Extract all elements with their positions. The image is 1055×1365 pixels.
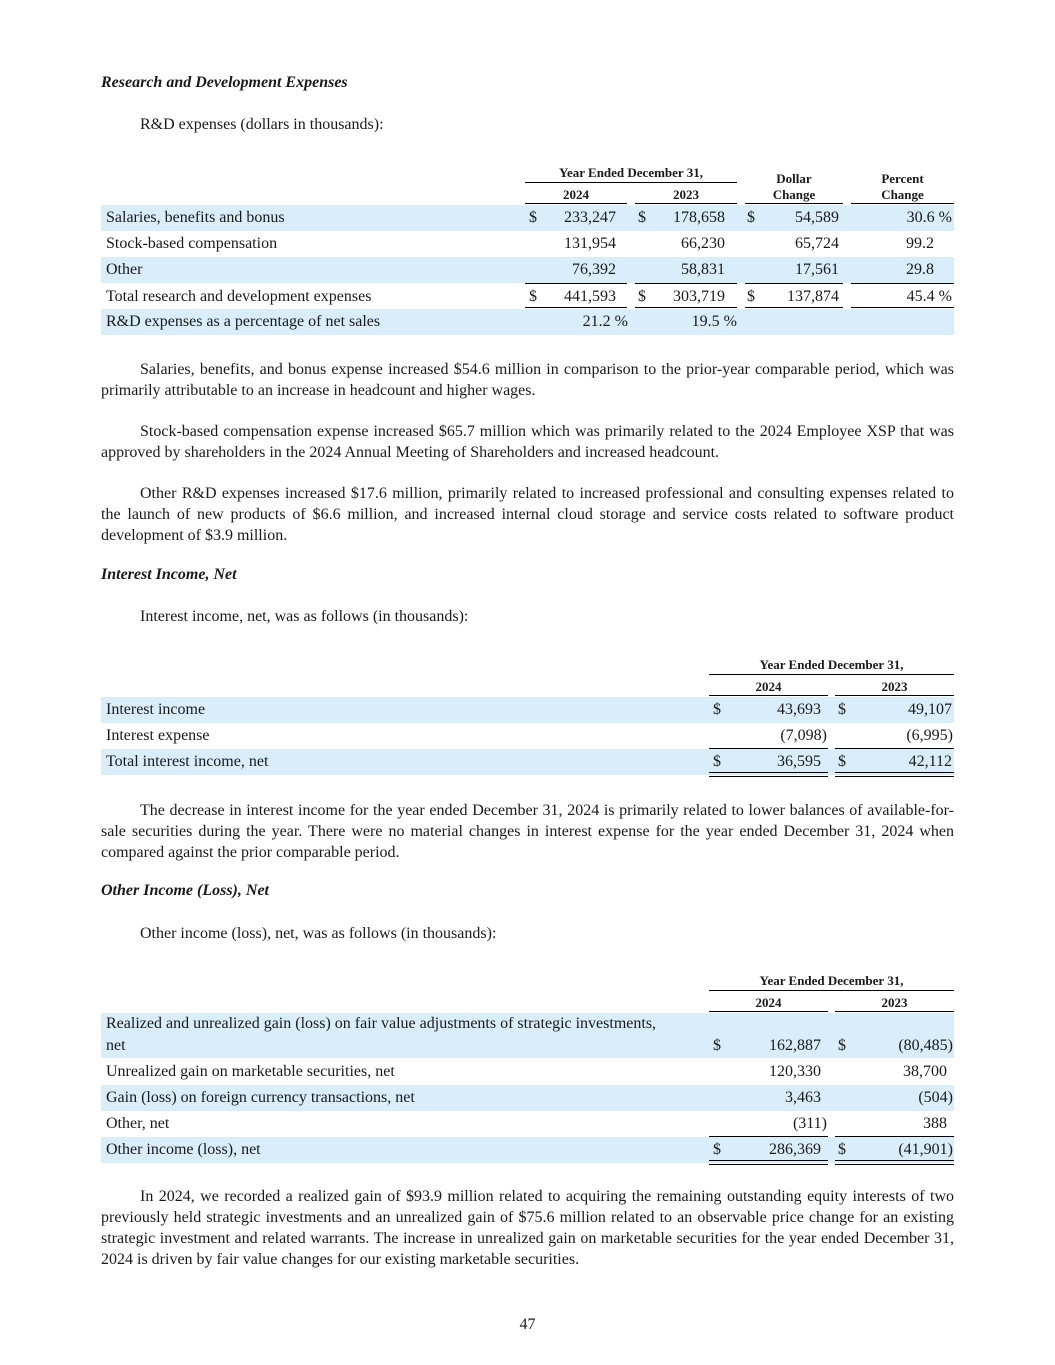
table-row [101,1085,954,1111]
value-2024: 120,330 [769,1063,821,1080]
row-label: Total interest income, net [106,753,269,770]
rd-paragraph-salaries: Salaries, benefits, and bonus expense increased $54.6 million in comparison to the prior-year comparable period, which was primarily attributable to an increase in headcount and higher wages. [101,361,954,399]
interest-total-double-rule [709,772,828,777]
value-2024: 233,247 [564,209,616,226]
interest-total-double-rule [835,772,954,777]
other-year2-header: 2023 [881,995,908,1010]
row-label: Other income (loss), net [106,1141,261,1158]
table-row [101,697,954,723]
value-2023: (504) [918,1089,953,1106]
row-label: Other [106,261,143,278]
row-label: Stock-based compensation [106,235,278,252]
currency-symbol: $ [638,209,646,226]
table-row [101,1013,954,1058]
currency-symbol: $ [638,288,646,305]
row-label: Total research and development expenses [106,288,372,305]
currency-symbol: $ [838,701,846,718]
other-period-header: Year Ended December 31, [759,973,904,988]
value-2023: 19.5 % [691,313,737,330]
row-label: Salaries, benefits and bonus [106,209,285,226]
table-row [101,1111,954,1137]
table-row [101,1059,954,1085]
value-2024: 286,369 [769,1141,821,1158]
rd-year1-header: 2024 [563,187,589,202]
dollar-change: 54,589 [795,209,839,226]
currency-symbol: $ [529,209,537,226]
dollar-change: 17,561 [795,261,839,278]
currency-symbol: $ [747,209,755,226]
value-2024: 36,595 [777,753,821,770]
value-2024: 131,954 [564,235,616,252]
interest-period-rule [709,674,954,675]
percent-change: 30.6 % [906,209,952,226]
rd-percent-rule [851,203,954,204]
value-2023: 38,700 [903,1063,947,1080]
percent-change: 29.8 [906,261,934,278]
interest-year2-header: 2023 [881,679,908,694]
value-2023: 388 [923,1115,947,1132]
value-2024: 441,593 [564,288,616,305]
rd-period-header: Year Ended December 31, [559,165,703,180]
rd-percent-change-header-2: Change [881,187,924,202]
other-period-rule [709,990,954,991]
other-intro: Other income (loss), net, was as follows (in thousands): [140,925,497,942]
value-2024: 76,392 [572,261,616,278]
currency-symbol: $ [713,1037,721,1054]
row-label: Realized and unrealized gain (loss) on fair value adjustments of strategic investments, [106,1015,657,1032]
rd-paragraph-stock-comp: Stock-based compensation expense increased $65.7 million which was primarily related to the 2024 Employee XSP that was approved by shareholders in the 2024 Annual Meeting of Shareholders and increased headcount. [101,423,954,461]
other-year1-header: 2024 [755,995,782,1010]
row-label-continued: net [106,1037,126,1054]
other-total-double-rule [709,1160,828,1165]
currency-symbol: $ [713,701,721,718]
value-2024: 43,693 [777,701,821,718]
currency-symbol: $ [838,1141,846,1158]
rd-dollar-change-header-2: Change [772,187,816,202]
rd-percent-change-header-1: Percent [881,171,924,186]
value-2023: 58,831 [681,261,725,278]
rd-period-rule [525,182,737,183]
dollar-change: 137,874 [787,288,839,305]
value-2024: 162,887 [769,1037,821,1054]
rd-dollar-rule [745,203,843,204]
value-2024: (7,098) [780,727,827,744]
row-label: Interest income [106,701,206,718]
interest-year1-rule [709,695,828,696]
interest-year1-header: 2024 [755,679,782,694]
table-row [101,257,954,283]
other-total-double-rule [835,1160,954,1165]
value-2023: (6,995) [906,727,953,744]
interest-heading: Interest Income, Net [101,566,237,583]
rd-year1-rule [525,203,627,204]
value-2023: 42,112 [908,753,952,770]
table-row [101,231,954,257]
rd-paragraph-other: Other R&D expenses increased $17.6 million, primarily related to increased professional and consulting expenses related to the launch of new products of $6.6 million, and increased internal cloud storage and service costs related to software product development of $3.9 million. [101,485,954,544]
interest-year2-rule [835,695,954,696]
rd-year2-rule [635,203,737,204]
value-2024: 3,463 [785,1089,821,1106]
page-number: 47 [519,1316,536,1333]
rd-heading: Research and Development Expenses [101,74,348,91]
currency-symbol: $ [838,1037,846,1054]
table-row [101,205,954,231]
currency-symbol: $ [713,753,721,770]
row-label: Other, net [106,1115,170,1132]
rd-dollar-change-header-1: Dollar [776,171,812,186]
currency-symbol: $ [713,1141,721,1158]
percent-change: 99.2 [906,235,934,252]
value-2023: (41,901) [898,1141,953,1158]
value-2023: 66,230 [681,235,725,252]
row-label: Interest expense [106,727,210,744]
rd-intro: R&D expenses (dollars in thousands): [140,116,384,133]
other-heading: Other Income (Loss), Net [101,882,269,899]
table-row [101,723,954,749]
value-2023: 303,719 [673,288,725,305]
currency-symbol: $ [747,288,755,305]
value-2023: 178,658 [673,209,725,226]
value-2023: 49,107 [908,701,952,718]
row-label: R&D expenses as a percentage of net sales [106,313,381,330]
row-label: Unrealized gain on marketable securities, net [106,1063,395,1080]
dollar-change: 65,724 [795,235,839,252]
value-2023: (80,485) [898,1037,953,1054]
interest-paragraph: The decrease in interest income for the year ended December 31, 2024 is primarily related to lower balances of available-for-sale securities during the year. There were no material changes in interest expense for the year ended December 31, 2024 when compared against the prior comparable period. [101,802,954,861]
value-2024: (311) [792,1115,827,1132]
interest-intro: Interest income, net, was as follows (in thousands): [140,608,469,625]
interest-period-header: Year Ended December 31, [759,657,904,672]
other-paragraph: In 2024, we recorded a realized gain of $93.9 million related to acquiring the remaining outstanding equity interests of two previously held strategic investments and an unrealized gain of $75.6 million related to an observable price change for an existing strategic investment and related warrants. The increase in unrealized gain on marketable securities for the year ended December 31, 2024 is driven by fair value changes for our existing marketable securities. [101,1188,954,1268]
other-year1-rule [709,1011,828,1012]
percent-change: 45.4 % [906,288,952,305]
table-row-percentage [101,309,954,335]
currency-symbol: $ [529,288,537,305]
rd-year2-header: 2023 [673,187,699,202]
other-year2-rule [835,1011,954,1012]
value-2024: 21.2 % [582,313,628,330]
row-label: Gain (loss) on foreign currency transactions, net [106,1089,415,1106]
currency-symbol: $ [838,753,846,770]
